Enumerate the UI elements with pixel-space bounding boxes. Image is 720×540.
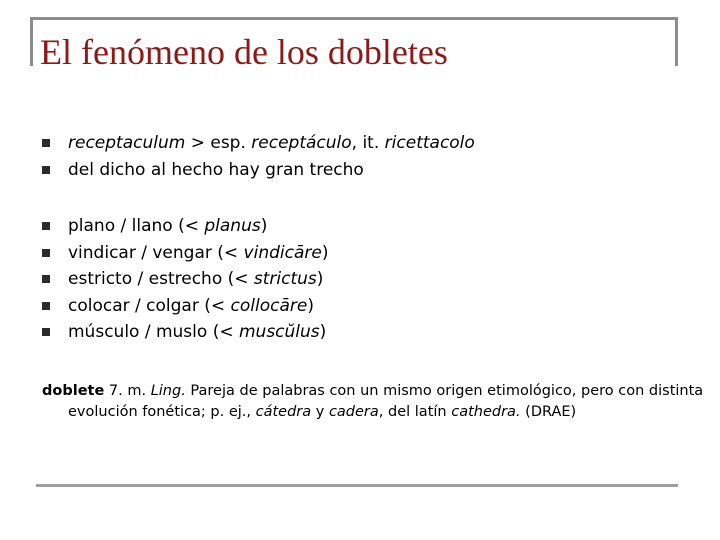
italic-term: cathedra. [451, 404, 521, 420]
text-segment: ) [321, 242, 329, 263]
square-bullet-icon [42, 275, 50, 283]
square-bullet-icon [42, 222, 50, 230]
definition-text: , del latín [378, 404, 452, 420]
italic-term: Ling. [150, 383, 186, 399]
bullet-text [68, 157, 364, 184]
title-frame-top-line [30, 17, 678, 20]
square-bullet-icon [42, 249, 50, 257]
italic-term: receptáculo [251, 133, 352, 153]
text-segment: del dicho al hecho hay gran trecho [68, 159, 364, 180]
bullet-text [68, 266, 323, 293]
italic-term: strictus [253, 269, 317, 289]
definition-text: y [311, 404, 329, 420]
square-bullet-icon [42, 139, 50, 147]
text-segment: > esp. [185, 133, 252, 153]
italic-term: receptaculum [68, 133, 186, 153]
square-bullet-icon [42, 302, 50, 310]
text-segment: ) [307, 295, 314, 316]
definition-text: (DRAE) [520, 404, 577, 420]
definition-headword: doblete [42, 383, 105, 399]
italic-term: vindicāre [243, 242, 322, 263]
text-segment: plano / llano (< [68, 216, 205, 236]
text-segment: estricto / estrecho (< [68, 269, 254, 289]
text-segment: ) [316, 269, 324, 289]
italic-term: collocāre [230, 295, 308, 316]
text-segment: vindicar / vengar (< [68, 242, 244, 263]
bottom-divider [36, 484, 678, 487]
italic-term: cadera [328, 404, 379, 420]
bullet-text [68, 293, 314, 320]
italic-term: planus [204, 216, 261, 236]
square-bullet-icon [42, 166, 50, 174]
italic-term: ricettacolo [384, 133, 475, 153]
definition-text: Pareja de palabras con un mismo origen etimológico, pero con distinta evolución fonética; p. ej., [68, 383, 704, 420]
bullet-text [68, 319, 326, 346]
text-segment: , it. [351, 133, 385, 153]
text-segment: colocar / colgar (< [68, 295, 231, 316]
definition-paragraph [42, 381, 718, 423]
slide-title: El fenómeno de los dobletes [40, 32, 448, 72]
bullet-text [68, 213, 267, 240]
text-segment: músculo / muslo (< [68, 322, 239, 342]
text-segment: ) [319, 322, 327, 342]
bullet-text [68, 240, 328, 267]
bullet-text [68, 130, 475, 157]
title-frame-left-line [30, 17, 33, 66]
square-bullet-icon [42, 328, 50, 336]
definition-text: 7. m. [104, 383, 151, 399]
text-segment: ) [260, 216, 268, 236]
italic-term: muscŭlus [238, 322, 320, 342]
title-frame-right-line [675, 17, 678, 66]
italic-term: cátedra [255, 404, 312, 420]
